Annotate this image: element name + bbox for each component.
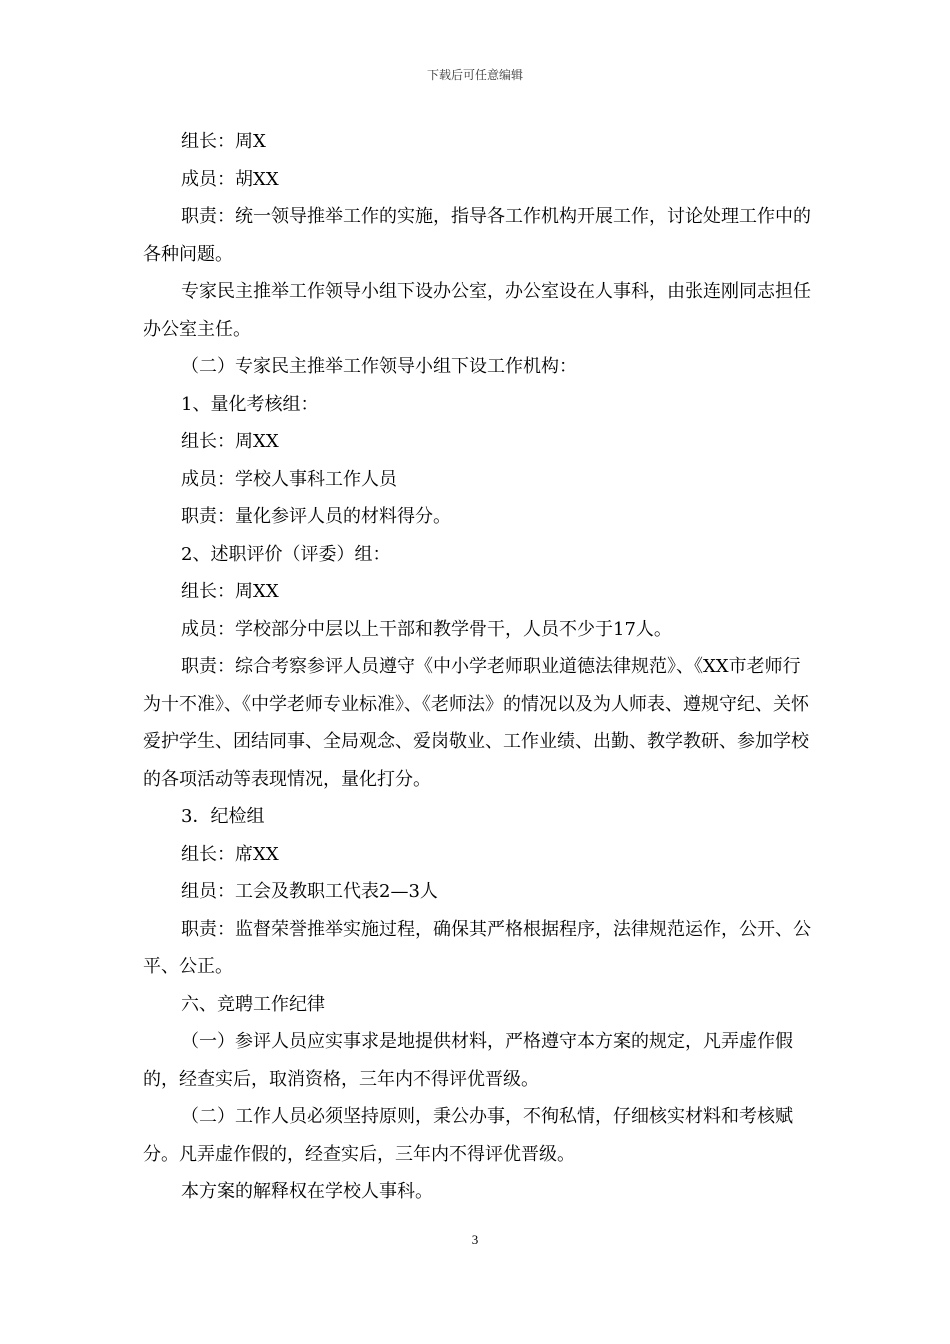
paragraph-discipline-1: （一）参评人员应实事求是地提供材料，严格遵守本方案的规定，凡弄虚作假的，经查实后，取消资格，三年内不得评优晋级。	[143, 1031, 793, 1090]
page-number: 3	[471, 1232, 479, 1247]
paragraph-office: 专家民主推举工作领导小组下设办公室，办公室设在人事科，由张连刚同志担任办公室主任。	[143, 281, 811, 340]
paragraph-group-1-title: 1、量化考核组：	[181, 393, 319, 415]
paragraph-group-1-leader: 组长：周XX	[181, 431, 279, 452]
paragraph-section-heading: （二）专家民主推举工作领导小组下设工作机构：	[181, 356, 577, 377]
paragraph-group-2-leader: 组长：周XX	[181, 581, 279, 602]
paragraph-members: 成员：胡XX	[181, 168, 279, 190]
document-body	[143, 123, 813, 1211]
paragraph-discipline-heading: 六、竞聘工作纪律	[181, 993, 325, 1015]
paragraph-leader: 组长：周X	[181, 131, 266, 152]
paragraph-group-3-duty: 职责：监督荣誉推举实施过程，确保其严格根据程序，法律规范运作，公开、公平、公正。	[143, 918, 811, 977]
paragraph-group-2-duty: 职责：综合考察参评人员遵守《中小学老师职业道德法律规范》、《XX市老师行为十不准》、《中学老师专业标准》、《老师法》的情况以及为人师表、遵规守纪、关怀爱护学生、团结同事、全局观念、爱岗敬业、工作业绩、出勤、教学教研、参加学校的各项活动等表现情况，量化打分。	[143, 656, 809, 790]
paragraph-group-1-duty: 职责：量化参评人员的材料得分。	[181, 506, 451, 527]
paragraph-duty: 职责：统一领导推举工作的实施，指导各工作机构开展工作，讨论处理工作中的各种问题。	[143, 206, 811, 265]
paragraph-group-2-members: 成员：学校部分中层以上干部和教学骨干，人员不少于17人。	[181, 618, 672, 640]
paragraph-interpretation: 本方案的解释权在学校人事科。	[181, 1181, 433, 1202]
paragraph-group-1-members: 成员：学校人事科工作人员	[181, 468, 397, 490]
paragraph-group-2-title: 2、述职评价（评委）组：	[181, 543, 391, 565]
page-header: 下载后可任意编辑	[426, 68, 523, 82]
paragraph-discipline-2: （二）工作人员必须坚持原则，秉公办事，不徇私情，仔细核实材料和考核赋分。凡弄虚作假的，经查实后，三年内不得评优晋级。	[143, 1106, 793, 1165]
paragraph-group-3-leader: 组长：席XX	[181, 843, 279, 865]
paragraph-group-3-title: 3．纪检组	[181, 806, 265, 827]
paragraph-group-3-members: 组员：工会及教职工代表2—3人	[181, 881, 438, 902]
